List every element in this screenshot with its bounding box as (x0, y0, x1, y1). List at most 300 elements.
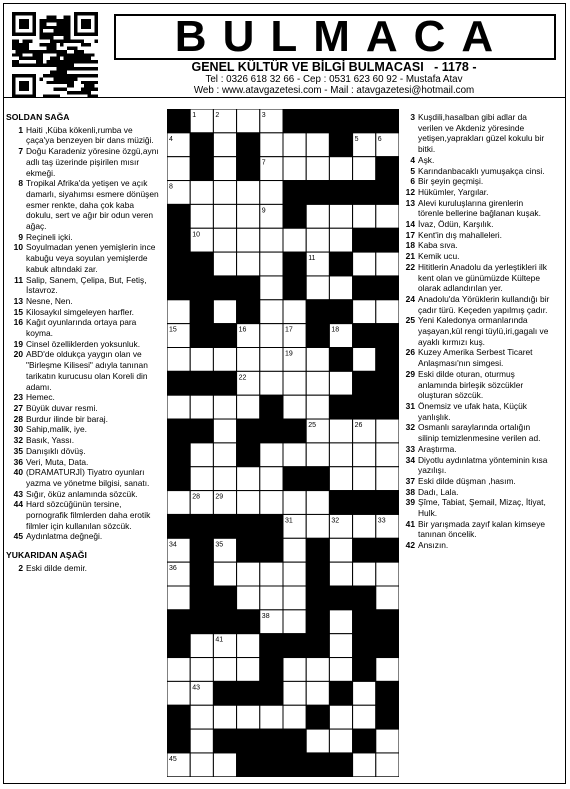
grid-block (353, 371, 376, 395)
clue-text: Önemsiz ve ufak hata, Küçük yanlışlık. (418, 400, 527, 422)
grid-block (283, 252, 306, 276)
grid-cell[interactable] (376, 204, 399, 228)
grid-cell[interactable] (260, 348, 283, 372)
grid-cell[interactable] (167, 348, 190, 372)
grid-block (213, 729, 236, 753)
cell-number: 28 (192, 493, 200, 501)
clue-text: Sığır, öküz anlamında sözcük. (26, 488, 138, 499)
grid-block (237, 681, 260, 705)
clue-text: Cinsel özelliklerden yoksunluk. (26, 338, 141, 349)
clue-number: 13 (13, 295, 23, 306)
clue-text: Hemec. (26, 392, 55, 403)
puzzle-subtitle: GENEL KÜLTÜR VE BİLGİ BULMACASI - 1178 - (191, 60, 477, 74)
grid-cell[interactable] (237, 705, 260, 729)
clue-text: ABD'de oldukça yaygın olan ve "Birleşme Kilisesi" adıyla tanınan tarikatın kurucusu olan Koreli din adamı. (26, 349, 148, 392)
grid-cell[interactable] (190, 705, 213, 729)
grid-cell[interactable] (376, 443, 399, 467)
grid-block (329, 348, 352, 372)
clue-number: 31 (405, 400, 415, 411)
grid-cell[interactable] (283, 300, 306, 324)
across-clues (6, 112, 161, 574)
grid-cell[interactable] (190, 658, 213, 682)
down-clue (398, 294, 550, 315)
grid-cell[interactable] (213, 300, 236, 324)
clue-number: 16 (13, 317, 23, 328)
grid-cell[interactable] (260, 181, 283, 205)
down-clue (398, 176, 550, 187)
cell-number: 14 (377, 278, 386, 286)
grid-block (376, 324, 399, 348)
cell-number: 2 (215, 112, 220, 119)
clue-text: Doğu Karadeniz yöresine özgü,aynı adlı taş üzerinde pişirilen mısır ekmeği. (26, 146, 159, 178)
grid-cell[interactable] (237, 348, 260, 372)
grid-cell[interactable] (329, 276, 352, 300)
grid-cell[interactable] (213, 443, 236, 467)
clue-text: Kuşdili,hasalban gibi adlar da verilen ve Akdeniz yöresinde yetişen,yaprakları güzel kokulu bir bitki. (418, 112, 545, 155)
grid-cell[interactable] (283, 681, 306, 705)
grid-cell[interactable] (376, 300, 399, 324)
grid-cell[interactable] (283, 586, 306, 610)
clue-text: Kaba sıva. (418, 240, 458, 251)
grid-cell[interactable] (260, 276, 283, 300)
grid-cell[interactable] (213, 395, 236, 419)
grid-cell[interactable] (329, 228, 352, 252)
grid-cell[interactable] (260, 133, 283, 157)
grid-cell[interactable] (329, 562, 352, 586)
down-clue (398, 262, 550, 294)
grid-cell[interactable] (237, 491, 260, 515)
clue-number: 44 (13, 499, 23, 510)
grid-cell[interactable] (237, 586, 260, 610)
grid-cell[interactable] (376, 252, 399, 276)
header-divider (3, 97, 566, 98)
grid-block (353, 610, 376, 634)
grid-cell[interactable] (376, 658, 399, 682)
grid-block (329, 491, 352, 515)
qr-code (12, 12, 98, 98)
grid-cell[interactable] (213, 753, 236, 777)
grid-cell[interactable] (260, 562, 283, 586)
grid-cell[interactable] (306, 491, 329, 515)
across-clue (6, 296, 161, 307)
grid-block (283, 276, 306, 300)
clue-number: 29 (405, 368, 415, 379)
grid-block (353, 228, 376, 252)
grid-block (376, 395, 399, 419)
clue-text: Bir şeyin geçmişi. (418, 176, 484, 187)
grid-cell[interactable] (260, 586, 283, 610)
grid-cell[interactable] (353, 157, 376, 181)
across-clue (6, 403, 161, 414)
grid-block (190, 133, 213, 157)
grid-cell[interactable] (213, 252, 236, 276)
clue-text: Bir yarışmada zayıf kalan kimseye tanınan öncelik. (418, 518, 546, 540)
grid-cell[interactable] (306, 157, 329, 181)
grid-block (376, 538, 399, 562)
cell-number: 38 (261, 612, 270, 620)
clue-text: Reçineli içki. (26, 231, 73, 242)
grid-block (306, 562, 329, 586)
clue-number: 32 (13, 435, 23, 446)
grid-cell[interactable] (260, 300, 283, 324)
clue-number: 14 (405, 219, 415, 230)
down-clue (398, 401, 550, 422)
grid-cell[interactable] (283, 228, 306, 252)
grid-block (190, 300, 213, 324)
grid-cell[interactable] (213, 419, 236, 443)
across-clue (6, 414, 161, 425)
grid-cell[interactable] (237, 252, 260, 276)
grid-block (167, 419, 190, 443)
cell-number: 12 (169, 278, 177, 286)
grid-cell[interactable] (306, 729, 329, 753)
across-clue (6, 349, 161, 392)
grid-cell[interactable] (353, 300, 376, 324)
across-clue (6, 339, 161, 350)
crossword-grid (167, 109, 399, 777)
grid-cell[interactable] (329, 634, 352, 658)
down-clue (398, 240, 550, 251)
grid-cell[interactable] (260, 371, 283, 395)
grid-cell[interactable] (329, 419, 352, 443)
grid-block (190, 562, 213, 586)
grid-cell[interactable] (213, 562, 236, 586)
grid-cell[interactable] (353, 204, 376, 228)
grid-cell[interactable] (237, 658, 260, 682)
cell-number: 18 (331, 326, 340, 334)
grid-cell[interactable] (167, 586, 190, 610)
across-clue (6, 467, 161, 488)
cell-number: 30 (261, 517, 270, 525)
grid-block (353, 109, 376, 133)
grid-block (353, 181, 376, 205)
grid-cell[interactable] (329, 729, 352, 753)
grid-cell[interactable] (237, 562, 260, 586)
cell-number: 21 (192, 374, 200, 382)
grid-cell[interactable] (306, 276, 329, 300)
grid-cell[interactable] (213, 467, 236, 491)
down-clue (398, 487, 550, 498)
grid-block (167, 252, 190, 276)
clue-number: 10 (13, 242, 23, 253)
grid-cell[interactable] (167, 157, 190, 181)
grid-cell[interactable] (376, 753, 399, 777)
grid-cell[interactable] (237, 634, 260, 658)
grid-cell[interactable] (329, 204, 352, 228)
across-clue (6, 232, 161, 243)
grid-cell[interactable] (376, 419, 399, 443)
grid-cell[interactable] (213, 705, 236, 729)
cell-number: 1 (192, 112, 197, 119)
cell-number: 11 (308, 255, 316, 263)
cell-number: 29 (215, 493, 224, 501)
grid-cell[interactable] (283, 562, 306, 586)
grid-block (376, 371, 399, 395)
down-clue (398, 198, 550, 219)
down-clues (398, 112, 550, 551)
cell-number: 16 (238, 326, 247, 334)
grid-cell[interactable] (283, 133, 306, 157)
grid-cell[interactable] (353, 348, 376, 372)
grid-cell[interactable] (283, 371, 306, 395)
across-clue (6, 307, 161, 318)
clue-number: 19 (13, 338, 23, 349)
grid-cell[interactable] (260, 467, 283, 491)
grid-cell[interactable] (167, 681, 190, 705)
grid-cell[interactable] (376, 586, 399, 610)
grid-block (260, 538, 283, 562)
grid-cell[interactable] (306, 204, 329, 228)
grid-block (260, 729, 283, 753)
grid-cell[interactable] (213, 658, 236, 682)
grid-cell[interactable] (353, 443, 376, 467)
grid-block (376, 681, 399, 705)
grid-block (306, 324, 329, 348)
down-clue (398, 166, 550, 177)
puzzle-title: BULMACA (114, 14, 556, 60)
cell-number: 43 (192, 684, 200, 692)
grid-block (306, 181, 329, 205)
grid-cell[interactable] (329, 443, 352, 467)
grid-cell[interactable] (237, 395, 260, 419)
grid-cell[interactable] (283, 538, 306, 562)
grid-cell[interactable] (283, 395, 306, 419)
clue-number: 9 (18, 231, 23, 242)
grid-block (283, 753, 306, 777)
grid-cell[interactable] (167, 658, 190, 682)
grid-cell[interactable] (329, 371, 352, 395)
cell-number: 13 (238, 278, 247, 286)
down-clue (398, 444, 550, 455)
grid-cell[interactable] (237, 228, 260, 252)
grid-block (237, 514, 260, 538)
grid-cell[interactable] (353, 252, 376, 276)
grid-cell[interactable] (237, 109, 260, 133)
grid-block (190, 610, 213, 634)
grid-cell[interactable] (190, 348, 213, 372)
grid-cell[interactable] (237, 204, 260, 228)
grid-cell[interactable] (237, 181, 260, 205)
grid-cell[interactable] (306, 133, 329, 157)
grid-cell[interactable] (329, 538, 352, 562)
clue-number: 28 (13, 413, 23, 424)
grid-cell[interactable] (353, 681, 376, 705)
clue-number: 3 (410, 112, 415, 122)
grid-cell[interactable] (353, 467, 376, 491)
web-line: Web : www.atavgazetesi.com - Mail : atavgazetesi@hotmail.com (193, 85, 475, 96)
grid-block (376, 491, 399, 515)
clue-number: 22 (405, 261, 415, 272)
grid-cell[interactable] (190, 204, 213, 228)
cell-number: 31 (285, 517, 293, 525)
cell-number: 4 (169, 135, 173, 143)
clue-text: Burdur ilinde bir baraj. (26, 413, 108, 424)
clue-text: Şîme, Tabiat, Şemail, Mizaç, İtiyat, Hulk. (418, 497, 546, 519)
clue-number: 15 (13, 306, 23, 317)
grid-cell[interactable] (306, 371, 329, 395)
grid-block (237, 729, 260, 753)
clue-text: Hititlerin Anadolu da yerleştikleri ilk kent olan ve günümüzde Kültepe olarak adlandırılan yer. (418, 261, 547, 294)
clue-number: 23 (13, 392, 23, 403)
clue-text: Veri, Muta, Data. (26, 456, 89, 467)
clue-number: 41 (405, 518, 415, 529)
grid-block (353, 276, 376, 300)
clue-number: 26 (405, 347, 415, 358)
grid-cell[interactable] (190, 634, 213, 658)
grid-cell[interactable] (306, 681, 329, 705)
cell-number: 23 (238, 422, 247, 430)
grid-cell[interactable] (190, 467, 213, 491)
grid-block (260, 681, 283, 705)
grid-cell[interactable] (306, 443, 329, 467)
across-heading: SOLDAN SAĞA (6, 112, 70, 122)
down-clue (398, 315, 550, 347)
clue-text: Sahip,malik, iye. (26, 424, 87, 435)
down-clue (398, 219, 550, 230)
across-clue (6, 489, 161, 500)
across-clue (6, 531, 161, 542)
grid-cell[interactable] (260, 491, 283, 515)
clue-number: 18 (405, 240, 415, 251)
clue-number: 17 (405, 229, 415, 240)
grid-cell[interactable] (306, 348, 329, 372)
grid-cell[interactable] (190, 443, 213, 467)
grid-cell[interactable] (167, 395, 190, 419)
grid-cell[interactable] (353, 562, 376, 586)
grid-cell[interactable] (376, 467, 399, 491)
grid-block (213, 324, 236, 348)
grid-cell[interactable] (167, 300, 190, 324)
down-clue (398, 519, 550, 540)
grid-block (353, 586, 376, 610)
grid-cell[interactable] (283, 610, 306, 634)
grid-cell[interactable] (190, 181, 213, 205)
grid-block (306, 586, 329, 610)
clue-text: Danışıklı dövüş. (26, 445, 86, 456)
grid-cell[interactable] (260, 705, 283, 729)
grid-block (376, 634, 399, 658)
clue-number: 7 (18, 146, 23, 157)
grid-cell[interactable] (283, 443, 306, 467)
clue-text: Kilosaykıl simgeleyen harfler. (26, 306, 134, 317)
grid-block (167, 705, 190, 729)
grid-cell[interactable] (329, 658, 352, 682)
grid-cell[interactable] (260, 252, 283, 276)
clue-text: Soyulmadan yenen yemişlerin ince kabuğu veya soyulan yemişlerde kabuk altındaki zar. (26, 242, 156, 274)
across-clue (6, 146, 161, 178)
clue-text: Yeni Kaledonya ormanlarında yaşayan,kül rengi tüylü,iri,gagalı ve ayaklı kırmızı kuş. (418, 315, 549, 347)
grid-cell[interactable] (237, 467, 260, 491)
grid-cell[interactable] (260, 324, 283, 348)
grid-cell[interactable] (329, 610, 352, 634)
cell-number: 27 (169, 445, 177, 453)
grid-cell[interactable] (283, 705, 306, 729)
grid-block (167, 228, 190, 252)
grid-block (237, 443, 260, 467)
clue-number: 39 (405, 497, 415, 508)
grid-cell[interactable] (376, 729, 399, 753)
cell-number: 17 (285, 326, 293, 334)
grid-cell[interactable] (213, 228, 236, 252)
grid-cell[interactable] (329, 467, 352, 491)
grid-cell[interactable] (190, 395, 213, 419)
grid-block (306, 109, 329, 133)
cell-number: 6 (377, 135, 382, 143)
grid-cell[interactable] (283, 491, 306, 515)
cell-number: 15 (169, 326, 177, 334)
cell-number: 10 (192, 231, 200, 239)
clue-text: Basık, Yassı. (26, 435, 75, 446)
grid-cell[interactable] (283, 658, 306, 682)
clue-number: 4 (410, 154, 415, 165)
clue-text: Kağıt oyunlarında ortaya para koyma. (26, 317, 137, 339)
across-clue (6, 392, 161, 403)
grid-cell[interactable] (306, 658, 329, 682)
cell-number: 7 (261, 159, 266, 167)
grid-cell[interactable] (306, 514, 329, 538)
down-clue (398, 112, 550, 155)
grid-cell[interactable] (306, 395, 329, 419)
clue-number: 12 (405, 186, 415, 197)
grid-block (283, 419, 306, 443)
grid-cell[interactable] (260, 228, 283, 252)
clue-number: 1 (18, 124, 23, 135)
grid-cell[interactable] (167, 491, 190, 515)
grid-block (353, 729, 376, 753)
grid-cell[interactable] (213, 157, 236, 181)
down-clue (398, 476, 550, 487)
grid-block (260, 658, 283, 682)
grid-cell[interactable] (306, 228, 329, 252)
cell-number: 40 (169, 636, 177, 644)
cell-number: 3 (261, 112, 266, 119)
grid-cell[interactable] (353, 514, 376, 538)
grid-block (376, 228, 399, 252)
grid-cell[interactable] (353, 705, 376, 729)
clue-text: Kent'in dış mahalleleri. (418, 229, 502, 240)
grid-cell[interactable] (190, 729, 213, 753)
grid-cell[interactable] (353, 753, 376, 777)
grid-block (329, 181, 352, 205)
grid-block (376, 610, 399, 634)
grid-cell[interactable] (213, 133, 236, 157)
grid-block (213, 371, 236, 395)
grid-block (329, 681, 352, 705)
grid-cell[interactable] (376, 562, 399, 586)
grid-block (329, 753, 352, 777)
grid-cell[interactable] (190, 753, 213, 777)
cell-number: 35 (215, 541, 224, 549)
grid-cell[interactable] (213, 181, 236, 205)
grid-cell[interactable] (260, 443, 283, 467)
grid-block (167, 729, 190, 753)
clue-text: Eski dilde demir. (26, 562, 87, 573)
clue-text: Aşk. (418, 154, 435, 165)
grid-cell[interactable] (213, 204, 236, 228)
down-clue (398, 251, 550, 262)
grid-cell[interactable] (283, 157, 306, 181)
grid-block (260, 395, 283, 419)
grid-cell[interactable] (213, 348, 236, 372)
across-clue (6, 178, 161, 232)
grid-block (353, 395, 376, 419)
grid-cell[interactable] (329, 705, 352, 729)
grid-block (353, 324, 376, 348)
grid-cell[interactable] (329, 157, 352, 181)
clue-text: Tropikal Afrika'da yetişen ve açık damarlı, siyahımsı esmere dönüşen esmer renkte, daha çok kaba dokulu, sert ve ağır bir odun veren ağaç. (26, 178, 159, 232)
cell-number: 42 (354, 636, 363, 644)
clue-text: Kuzey Amerika Serbest Ticaret Anlaşması'nın simgesi. (418, 347, 533, 369)
